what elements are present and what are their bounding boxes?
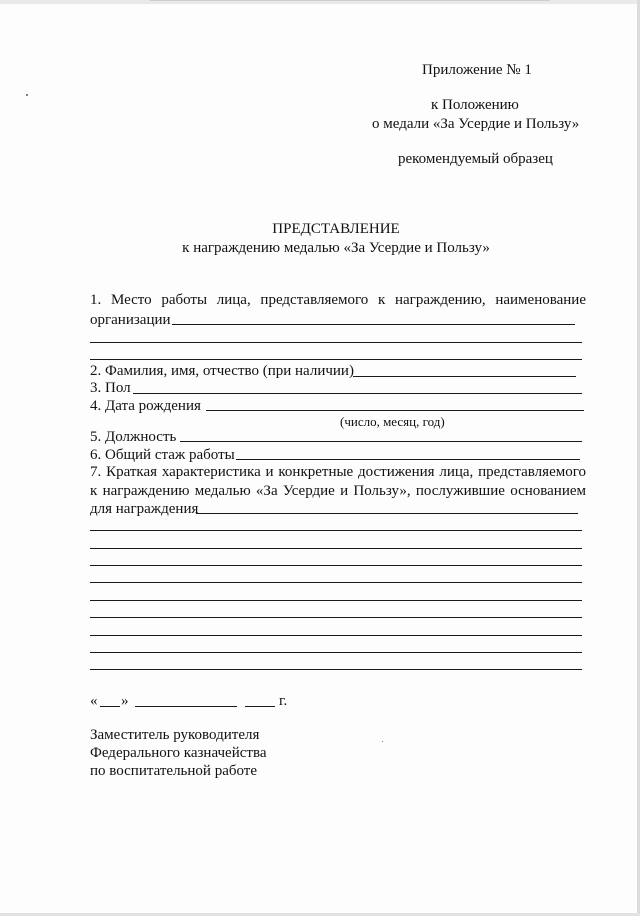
field-achievements-label-2: к награждению медалью «За Усердие и Пользу», послужившие основанием: [90, 483, 586, 499]
scan-speck: [26, 94, 28, 96]
blank-line[interactable]: [90, 530, 582, 531]
field-fullname-line[interactable]: [353, 376, 576, 377]
date-year-suffix: г.: [279, 693, 288, 709]
blank-line[interactable]: [90, 669, 582, 670]
blank-line[interactable]: [90, 565, 582, 566]
date-year-line[interactable]: [245, 706, 275, 707]
field-birthdate-line[interactable]: [206, 410, 584, 411]
appendix-medal: о медали «За Усердие и Пользу»: [372, 116, 580, 132]
field-achievements-line[interactable]: [196, 513, 578, 514]
signatory-title-2: Федерального казначейства: [90, 745, 267, 761]
document-subtitle: к награждению медалью «За Усердие и Пользу»: [182, 240, 490, 256]
appendix-number: Приложение № 1: [422, 62, 532, 78]
signatory-title-1: Заместитель руководителя: [90, 727, 260, 743]
field-organization-label: организации: [90, 312, 171, 328]
field-sex-label: 3. Пол: [90, 380, 131, 396]
field-birthdate-hint: (число, месяц, год): [340, 414, 445, 429]
field-achievements-label: 7. Краткая характеристика и конкретные достижения лица, представляемого: [90, 464, 586, 480]
date-open-quote: «: [90, 693, 98, 709]
scan-speck: [382, 741, 383, 742]
field-experience-line[interactable]: [236, 459, 580, 460]
date-month-line[interactable]: [135, 706, 237, 707]
field-organization-line-2[interactable]: [90, 342, 582, 343]
field-fullname-label: 2. Фамилия, имя, отчество (при наличии): [90, 363, 354, 379]
date-day-line[interactable]: [100, 706, 120, 707]
field-sex-line[interactable]: [133, 393, 582, 394]
document-title: ПРЕДСТАВЛЕНИЕ: [272, 221, 400, 237]
blank-line[interactable]: [90, 600, 582, 601]
field-workplace-label: 1. Место работы лица, представляемого к награждению, наименование: [90, 292, 586, 308]
scan-top-line: [150, 0, 550, 1]
date-close-quote: »: [121, 693, 129, 709]
field-organization-line[interactable]: [172, 324, 575, 325]
signatory-title-3: по воспитательной работе: [90, 763, 257, 779]
blank-line[interactable]: [90, 652, 582, 653]
appendix-sample-note: рекомендуемый образец: [398, 151, 553, 167]
blank-line[interactable]: [90, 635, 582, 636]
blank-line[interactable]: [90, 548, 582, 549]
blank-line[interactable]: [90, 617, 582, 618]
appendix-regulation: к Положению: [431, 97, 519, 113]
blank-line[interactable]: [90, 582, 582, 583]
field-organization-line-3[interactable]: [90, 359, 582, 360]
field-experience-label: 6. Общий стаж работы: [90, 447, 235, 463]
field-position-label: 5. Должность: [90, 429, 177, 445]
field-birthdate-label: 4. Дата рождения: [90, 398, 201, 414]
field-achievements-label-3: для награждения: [90, 501, 199, 517]
field-position-line[interactable]: [180, 441, 582, 442]
